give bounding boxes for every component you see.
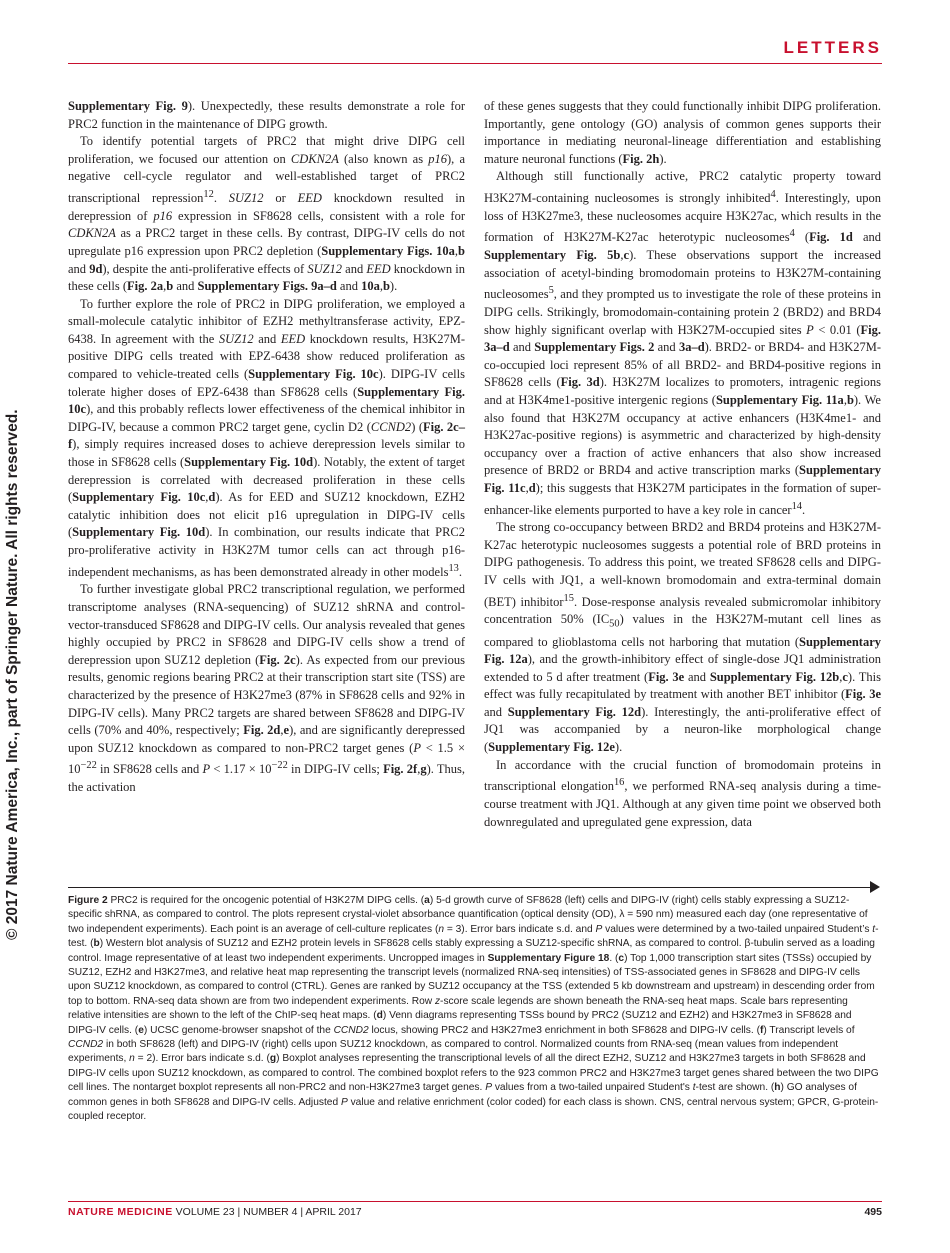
paragraph: Supplementary Fig. 9). Unexpectedly, these results demonstrate a role for PRC2 function in the maintenance of DIPG growth. xyxy=(68,99,466,131)
paragraph: To further investigate global PRC2 transcriptional regulation, we performed transcriptome analyses (RNA-sequencing) of SUZ12 shRNA and control-vector-transduced SF8628 and DIPG-IV cells. Our analysis revealed that genes highly occupied by PRC2 in SF8628 and DIPG-IV cells show a trend of derepression upon SUZ12 depletion (Fig. 2c). As expected from our previous results, genomic regions bearing PRC2 at their transcription start site (TSS) are characterized by the presence of H3K27me3 (87% in SF8628 cells and 92% in DIPG-IV cells). Many PRC2 targets are shared between SF8628 and DIPG-IV cells (70% and 40%, respectively; Fig. 2d,e), and are significantly derepressed upon SUZ12 knockdown as compared to non-PRC2 target genes ($P < 1.5 \times 10^{-22}$ in SF8628 cells and $P < 1.17 \times 10^{-22}$ in DIPG-IV cells; Fig. 2f,g). Thus, the activation xyxy=(68,582,465,795)
figure-caption-text: Figure 2 PRC2 is required for the oncogenic potential of H3K27M DIPG cells. (a) 5-d growth curve of SF8628 (left) cells and DIPG-IV (right) cells stably expressing a SUZ12-specific shRNA, as compared to control. The plots represent crystal-violet absorbance quantification (optical density (OD), λ = 590 nm) measured each day (one representative of two independent experiments). Each point is an average of cell-culture replicates (n = 3). Error bars indicate s.d. and P values were determined by a two-tailed unpaired Student’s t-test. (b) Western blot analysis of SUZ12 and EZH2 protein levels in SF8628 cells stably expressing a SUZ12-specific shRNA, as compared to control. β-tubulin served as a loading control. Image representative of at least two independent experiments. Uncropped images in Supplementary Figure 18. (c) Top 1,000 transcription start sites (TSSs) occupied by SUZ12, EZH2 and H3K27me3, and relative heat map representing the transcript levels (normalized RNA-seq intensities) of TSS-associated genes in SF8628 and DIPG-IV cells upon SUZ12 knockdown, as compared to control (CTRL). Genes are ranked by SUZ12 occupancy at the TSS (extended 5 kb downstream and upstream) in descending order from top to bottom. RNA-seq data shown are from two independent experiments. Row z-score scale legends are shown beneath the RNA-seq heat maps. Scale bars representing relative intensities are shown to the left of the ChIP-seq heat maps. (d) Venn diagrams representing TSSs bound by PRC2 (SUZ12 and EZH2) and H3K27me3 in SF8628 and DIPG-IV cells. (e) UCSC genome-browser snapshot of the CCND2 locus, showing PRC2 and H3K27me3 enrichment in both SF8628 and DIPG-IV cells. (f) Transcript levels of CCND2 in both SF8628 (left) and DIPG-IV (right) cells upon SUZ12 knockdown, as compared to control. Normalized counts from RNA-seq (mean values from independent experiments, n = 2). Error bars indicate s.d. (g) Boxplot analyses representing the transcriptional levels of all the direct EZH2, SUZ12 and H3K27me3 targets in both SF8628 and DIPG-IV cells upon SUZ12 knockdown, as compared to control. The combined boxplot refers to the 923 common PRC2 and H3K27me3 target genes shared between the two DIPG cell lines. The nontarget boxplot represents all non-PRC2 and non-H3K27me3 target genes. P values from a two-tailed unpaired Student's t-test are shown. (h) GO analyses of common genes in both SF8628 and DIPG-IV cells. Adjusted P value and relative enrichment (color coded) for each class is shown. CNS, central nervous system; GPCR, G-protein-coupled receptor. xyxy=(68,895,879,1123)
paragraph: The strong co-occupancy between BRD2 and BRD4 proteins and H3K27M-K27ac heterotypic nucleosomes suggests a potential role of BRD proteins in DIPG pathogenesis. To address this point, we treated SF8628 cells and DIPG-IV cells with JQ1, a well-known bromodomain and extra-terminal domain (BET) inhibitor$^{15}$. Dose-response analysis revealed submicromolar inhibitory concentration 50% $(IC_{50})$ values in the H3K27M-mutant cell lines as compared to glioblastoma cells not harboring that mutation (Supplementary Fig. 12a), and the growth-inhibitory effect of single-dose JQ1 administration extended to 5 d after treatment (Fig. 3e and Supplementary Fig. 12b,c). This effect was fully recapitulated by treatment with another BET inhibitor (Fig. 3e and Supplementary Fig. 12d). Interestingly, the anti-proliferative effect of JQ1 was accompanied by a neuron-like morphological change (Supplementary Fig. 12e). xyxy=(484,520,881,755)
figure-caption xyxy=(68,894,880,1125)
page-footer xyxy=(68,1206,882,1218)
paragraph: In accordance with the crucial function of bromodomain proteins in transcriptional elongation$^{16}$, we performed RNA-seq analysis during a time-course treatment with JQ1. Although at any given time point we observed both downregulated and upregulated gene expression, data xyxy=(484,757,882,829)
paragraph: To identify potential targets of PRC2 that might drive DIPG cell proliferation, we focused our attention on CDKN2A (also known as p16), a negative cell-cycle regulator and well-established target of PRC2 transcriptional repression$^{12}$. SUZ12 or EED knockdown resulted in derepression of p16 expression in SF8628 cells, consistent with a role for CDKN2A as a PRC2 target in these cells. By contrast, DIPG-IV cells do not upregulate p16 expression upon PRC2 depletion (Supplementary Figs. 10a,b and 9d), despite the anti-proliferative effects of SUZ12 and EED knockdown in these cells (Fig. 2a,b and Supplementary Figs. 9a–d and 10a,b). xyxy=(68,134,465,294)
arrow-right-icon xyxy=(870,881,880,893)
paragraph: of these genes suggests that they could functionally inhibit DIPG proliferation. Importantly, gene ontology (GO) analysis of common genes supports their importance in mediating neuronal-lineage differentiation and establishing mature neuronal functions (Fig. 2h). xyxy=(484,99,881,166)
right-column xyxy=(484,98,881,831)
footer-rule xyxy=(68,1201,882,1202)
paragraph: To further explore the role of PRC2 in DIPG proliferation, we employed a small-molecule catalytic inhibitor of EZH2 methyltransferase activity, EPZ-6438. In agreement with the SUZ12 and EED knockdown results, H3K27M-positive DIPG cells treated with EPZ-6438 show reduced proliferation as compared to vehicle-treated cells (Supplementary Fig. 10c). DIPG-IV cells tolerate higher doses of EPZ-6438 than SF8628 cells (Supplementary Fig. 10c), and this probably reflects lower effectiveness of the chemical inhibitor in DIPG-IV, because a common PRC2 target gene, cyclin D2 (CCND2) (Fig. 2c–f), simply requires increased doses to achieve derepression levels similar to those in SF8628 cells (Supplementary Fig. 10d). Notably, the extent of target derepression is correlated with decreased proliferation in these cells (Supplementary Fig. 10c,d). As for EED and SUZ12 knockdown, EZH2 catalytic inhibition does not elicit p16 upregulation in DIPG-IV cells (Supplementary Fig. 10d). In combination, our results indicate that PRC2 pro-proliferative activity in H3K27M tumor cells can act through p16-independent mechanisms, as has been demonstrated already in other models$^{13}$. xyxy=(68,296,465,579)
header-rule xyxy=(68,63,882,64)
page-number: 495 xyxy=(864,1206,882,1218)
copyright-notice: © 2017 Nature America, Inc., part of Springer Nature. All rights reserved. xyxy=(4,409,21,940)
figure-caption-rule xyxy=(68,887,873,888)
left-column xyxy=(68,98,465,797)
section-header: LETTERS xyxy=(783,38,882,57)
issue-info: VOLUME 23 | NUMBER 4 | APRIL 2017 xyxy=(175,1206,362,1218)
journal-name: NATURE MEDICINE xyxy=(68,1206,173,1218)
paragraph: Although still functionally active, PRC2 catalytic property toward H3K27M-containing nucleosomes is strongly inhibited$^4$. Interestingly, upon loss of H3K27me3, these nucleosomes acquire H3K27ac, which results in the formation of H3K27M-K27ac heterotypic nucleosomes$^4$ (Fig. 1d and Supplementary Fig. 5b,c). These observations support the increased association of acetyl-binding bromodomain proteins to H3K27M-containing nucleosomes$^5$, and they prompted us to investigate the role of these proteins in DIPG cells. Strikingly, bromodomain-containing protein 2 (BRD2) and BRD4 show highly significant overlap with H3K27M-occupied sites P < 0.01 (Fig. 3a–d and Supplementary Figs. 2 and 3a–d). BRD2- or BRD4- and H3K27M-co-occupied loci represent 85% of all BRD2- and BRD4-positive regions in SF8628 cells (Fig. 3d). H3K27M localizes to promoters, intragenic regions and at H3K4me1-positive intergenic regions (Supplementary Fig. 11a,b). We also found that H3K27M occupancy at active enhancers (H3K4me1- and H3K27ac-positive regions) is asymmetric and characterized by high-density occupancy over a fraction of active enhancers that also show increased presence of BRD2 or BRD4 and active transcription marks (Supplementary Fig. 11c,d); this suggests that H3K27M participates in the formation of super-enhancer-like elements purported to have a key role in cancer$^{14}$. xyxy=(484,169,882,517)
